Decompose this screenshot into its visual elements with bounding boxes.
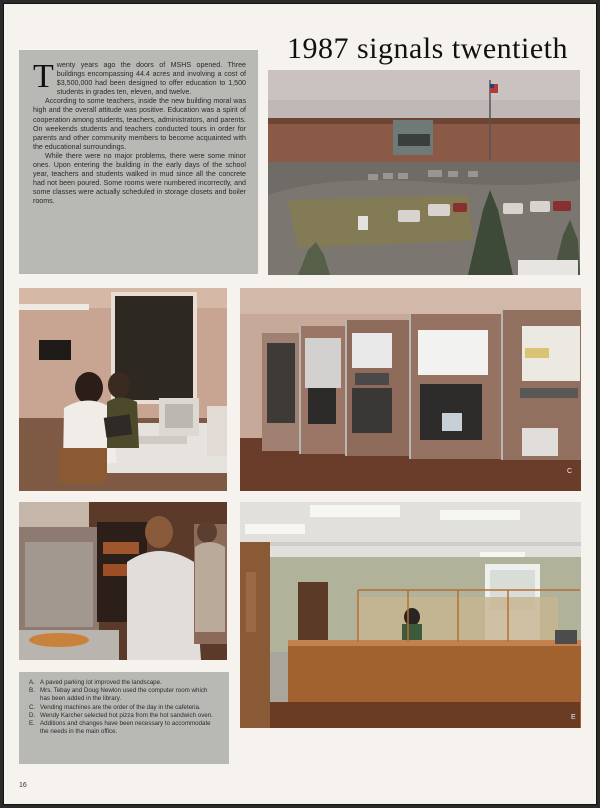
yearbook-page [3,3,597,805]
photo-letter-c: C [567,468,573,475]
story-paragraph-1 [33,58,246,97]
caption-letter: E. [29,720,35,728]
caption-text: Vending machines are the order of the day in the cafeteria. [40,703,201,711]
caption-text: Wendy Karcher selected hot pizza from the hot sandwich oven. [40,711,213,719]
caption-e [29,720,219,736]
caption-text: A paved parking lot improved the landscape. [40,679,162,686]
photo-main-office [240,502,581,728]
photo-pizza-oven [19,502,227,660]
photo-vending-machines [240,288,581,491]
page-title: 1987 signals twentieth [287,32,568,65]
story-paragraph-2: According to some teachers, inside the new building moral was high and the overall attitude was positive. Education was a spirit of cooperation among students, teachers, administrators, and parents. On weekends students and teachers conducted tours in order for parents and other community members to become acquainted with the educational surroundings. [33,97,246,151]
photo-computer-room [19,288,227,491]
caption-box [19,672,229,764]
caption-b [29,687,219,703]
story-paragraph-1-text: wenty years ago the doors of MSHS opened. Three buildings encompassing 44.4 acres and involving a cost of $3,500,000 had been designed to offer education to 1,500 students in grades ten, eleven, and twelve. [56,61,246,97]
caption-c [29,704,219,712]
story-paragraph-3: While there were no major problems, there were some minor ones. Upon entering the building in the early days of the school year, teachers and students walked in mud since all the concrete had not been poured. Some rooms were numbered incorrectly, and some classes were actually scheduled in storage closets and boiler rooms. [33,151,246,206]
caption-d [29,712,219,720]
caption-letter: D. [29,711,36,719]
caption-text: Additions and changes have been necessary to accommodate the needs in the main office. [40,720,211,736]
drop-cap: T [33,58,54,95]
photo-letter-e: E [571,714,576,721]
caption-letter: B. [29,687,35,695]
caption-a [29,679,219,687]
caption-letter: C. [29,703,36,711]
caption-text: Mrs. Tebay and Doug Newlon used the computer room which has been added in the library. [40,687,208,703]
photo-school-parking-lot [268,70,580,275]
caption-letter: A. [29,679,35,686]
story-text-box [19,50,258,274]
page-number: 16 [19,782,27,789]
